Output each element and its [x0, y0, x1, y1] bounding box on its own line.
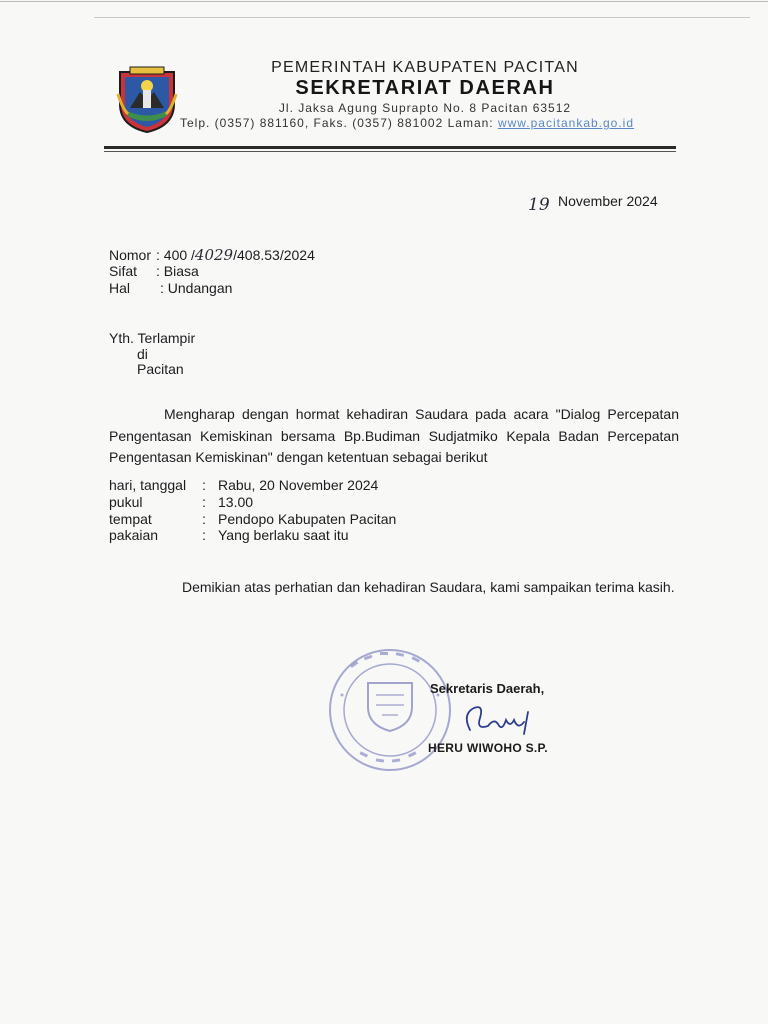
detail-colon: :: [202, 511, 206, 527]
detail-colon: :: [202, 527, 206, 543]
official-stamp: [320, 645, 460, 775]
detail-value: 13.00: [218, 494, 254, 510]
meta-hal: [109, 280, 232, 296]
recipient-line-3: Pacitan: [137, 361, 184, 377]
detail-key: tempat: [109, 511, 152, 527]
detail-value: Pendopo Kabupaten Pacitan: [218, 511, 397, 527]
letterhead-divider: [104, 146, 676, 149]
detail-row: [109, 511, 396, 527]
date-day-handwritten: 19: [528, 195, 550, 215]
coat-of-arms-logo: [116, 64, 178, 134]
nomor-prefix: : 400 /: [156, 247, 195, 263]
website-link[interactable]: www.pacitankab.go.id: [497, 116, 635, 130]
letterhead-government: PEMERINTAH KABUPATEN PACITAN: [271, 59, 579, 76]
nomor-label: Nomor: [109, 247, 152, 263]
handwritten-signature: [458, 700, 538, 740]
sifat-label: Sifat: [109, 263, 138, 279]
detail-colon: :: [202, 494, 206, 510]
detail-key: pakaian: [109, 527, 159, 543]
letterhead-office: SEKRETARIAT DAERAH: [295, 77, 555, 99]
recipient-line-2: di: [137, 346, 148, 362]
nomor-handwritten: 4029: [194, 246, 234, 264]
hal-value: : Undangan: [160, 280, 233, 296]
detail-colon: :: [202, 477, 206, 493]
sifat-value: : Biasa: [156, 263, 199, 279]
signatory-title: Sekretaris Daerah,: [430, 681, 545, 696]
nomor-suffix: /408.53/2024: [233, 247, 315, 263]
signatory-name: HERU WIWOHO S.P.: [428, 741, 548, 755]
meta-nomor: [109, 246, 315, 264]
date-month-year: November 2024: [558, 193, 658, 209]
scan-edge-line: [94, 17, 750, 18]
detail-key: hari, tanggal: [109, 477, 187, 493]
letterhead-contact-text: Telp. (0357) 881160, Faks. (0357) 881002 Laman:: [180, 116, 498, 130]
detail-value: Yang berlaku saat itu: [218, 527, 349, 543]
meta-sifat: [109, 263, 199, 279]
detail-row: [109, 527, 349, 543]
letterhead-divider-thin: [104, 151, 676, 152]
closing-paragraph: Demikian atas perhatian dan kehadiran Saudara, kami sampaikan terima kasih.: [182, 579, 675, 595]
recipient-line-1: Yth. Terlampir: [109, 330, 196, 346]
detail-value: Rabu, 20 November 2024: [218, 477, 379, 493]
letterhead-address: Jl. Jaksa Agung Suprapto No. 8 Pacitan 63512: [278, 101, 572, 115]
hal-label: Hal: [109, 280, 131, 296]
scan-edge-line: [0, 1, 768, 2]
body-paragraph: Mengharap dengan hormat kehadiran Saudara pada acara "Dialog Percepatan Pengentasan Kemiskinan bersama Bp.Budiman Sudjatmiko Kepala Badan Percepatan Pengentasan Kemiskinan" dengan ketentuan sebagai berikut: [109, 406, 679, 465]
detail-key: pukul: [109, 494, 143, 510]
detail-row: [109, 477, 378, 493]
detail-row: [109, 494, 253, 510]
letterhead-contact: [180, 116, 700, 130]
